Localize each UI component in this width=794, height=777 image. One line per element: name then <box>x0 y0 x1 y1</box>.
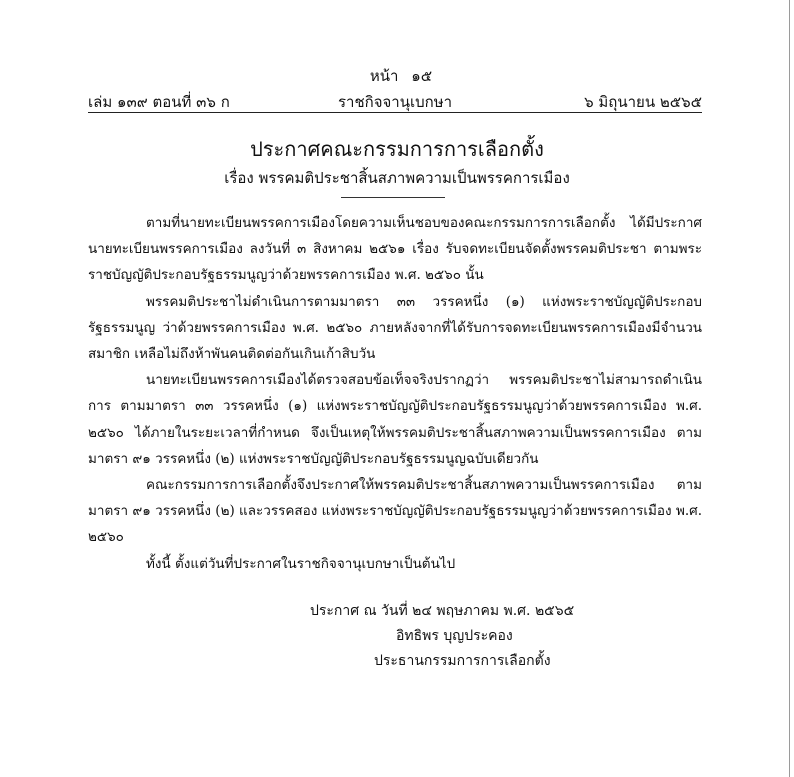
page-number-value: ๑๕ <box>411 67 433 85</box>
announcement-title: ประกาศคณะกรรมการการเลือกตั้ง <box>250 137 544 161</box>
volume-issue: เล่ม ๑๓๙ ตอนที่ ๓๖ ก <box>88 93 230 111</box>
gazette-header <box>88 90 702 110</box>
publication-date: ๖ มิถุนายน ๒๕๖๕ <box>584 93 702 111</box>
header-rule <box>88 112 702 113</box>
page-label: หน้า <box>369 67 399 85</box>
signatory-position: ประธานกรรมการการเลือกตั้ง <box>374 653 551 669</box>
publication-name: ราชกิจจานุเบกษา <box>337 93 453 111</box>
paragraph-1: ตามที่นายทะเบียนพรรคการเมืองโดยความเห็นชอบของคณะกรรมการการเลือกตั้ง ได้มีประกาศนายทะเบียนพรรคการเมือง ลงวันที่ ๓ สิงหาคม ๒๕๖๑ เรื่อง รับจดทะเบียนจัดตั้งพรรคมติประชา ตามพระราชบัญญัติประกอบรัฐธรรมนูญว่าด้วยพรรคการเมือง พ.ศ. ๒๕๖๐ นั้น <box>88 215 702 284</box>
page-number <box>0 64 794 88</box>
title-divider <box>341 197 445 198</box>
announcement-subject: เรื่อง พรรคมติประชาสิ้นสภาพความเป็นพรรคการเมือง <box>224 169 570 187</box>
paragraph-4: คณะกรรมการการเลือกตั้งจึงประกาศให้พรรคมติประชาสิ้นสภาพความเป็นพรรคการเมือง ตามมาตรา ๙๑ วรรคหนึ่ง (๒) และวรรคสอง แห่งพระราชบัญญัติประกอบรัฐธรรมนูญว่าด้วยพรรคการเมือง พ.ศ. ๒๕๖๐ <box>88 477 702 546</box>
page-edge <box>789 0 790 777</box>
paragraph-2: พรรคมติประชาไม่ดำเนินการตามมาตรา ๓๓ วรรคหนึ่ง (๑) แห่งพระราชบัญญัติประกอบรัฐธรรมนูญ ว่าด้วยพรรคการเมือง พ.ศ. ๒๕๖๐ ภายหลังจากที่ได้รับการจดทะเบียนพรรคการเมืองมีจำนวนสมาชิก เหลือไม่ถึงห้าพันคนติดต่อกันเกินเก้าสิบวัน <box>88 293 702 363</box>
announcement-date: ประกาศ ณ วันที่ ๒๔ พฤษภาคม พ.ศ. ๒๕๖๕ <box>310 603 575 619</box>
announcement-body <box>88 210 702 577</box>
paragraph-3: นายทะเบียนพรรคการเมืองได้ตรวจสอบข้อเท็จจริงปรากฏว่า พรรคมติประชาไม่สามารถดำเนินการ ตามมาตรา ๓๓ วรรคหนึ่ง (๑) แห่งพระราชบัญญัติประกอบรัฐธรรมนูญว่าด้วยพรรคการเมือง พ.ศ. ๒๕๖๐ ได้ภายในระยะเวลาที่กำหนด จึงเป็นเหตุให้พรรคมติประชาสิ้นสภาพความเป็นพรรคการเมือง ตามมาตรา ๙๑ วรรคหนึ่ง (๒) แห่งพระราชบัญญัติประกอบรัฐธรรมนูญฉบับเดียวกัน <box>88 372 702 467</box>
paragraph-5: ทั้งนี้ ตั้งแต่วันที่ประกาศในราชกิจจานุเบกษาเป็นต้นไป <box>146 555 456 572</box>
signatory-name: อิทธิพร บุญประคอง <box>396 628 513 644</box>
signature-block <box>290 599 650 674</box>
